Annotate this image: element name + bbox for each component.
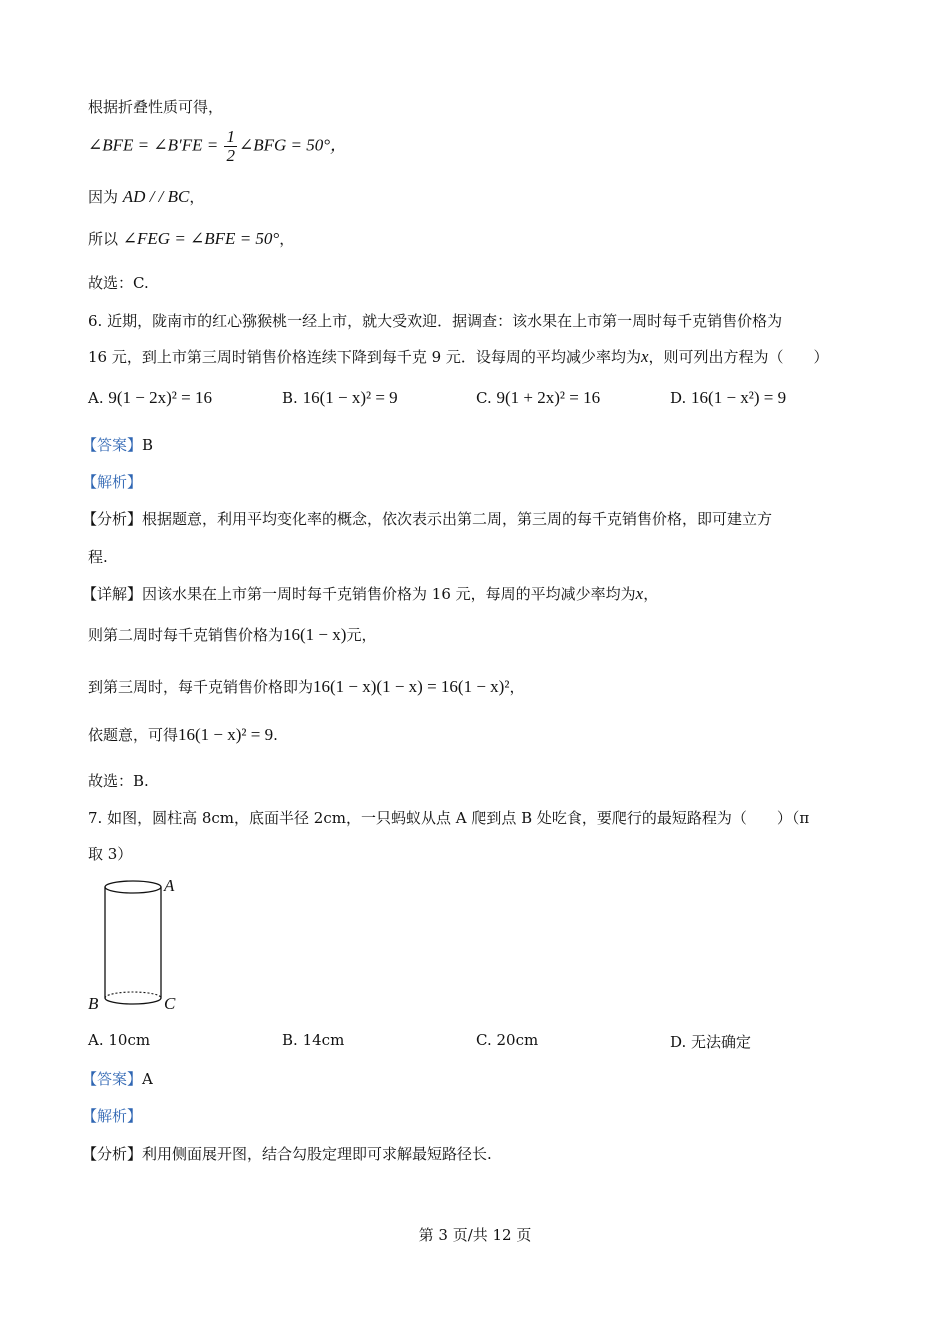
q6-guxuan: 故选：B.	[88, 772, 149, 790]
choice-text: 10cm	[108, 1031, 151, 1049]
solution-line-4-post: ，	[279, 230, 295, 248]
choice-label: C.	[476, 389, 492, 407]
q6-xiangjie-1	[82, 583, 658, 604]
choice-text: 20cm	[496, 1031, 539, 1049]
fraction	[224, 128, 237, 165]
q6-choice-b	[282, 388, 398, 408]
choice-label: A.	[88, 389, 104, 407]
xj4-text: 依题意，可得	[88, 726, 179, 744]
choice-label: D.	[670, 389, 687, 407]
solution-line-3-post: ，	[189, 188, 205, 206]
fenxi-text: 根据题意，利用平均变化率的概念，依次表示出第二周，第三周的每千克销售价格，即可建立方	[142, 510, 773, 528]
cylinder-figure	[80, 872, 190, 1020]
xiangjie-post: ，	[643, 585, 659, 603]
page-footer: 第 3 页/共 12 页	[418, 1226, 532, 1244]
choice-text: 14cm	[302, 1031, 345, 1049]
answer-value: A	[142, 1070, 153, 1088]
q6-text-2-pre: 16 元，到上市第三周时销售价格连续下降到每千克 9 元．设每周的平均减少率均为	[88, 348, 641, 366]
q6-choice-c	[476, 388, 600, 408]
point-a-label: A	[164, 876, 175, 895]
q6-jiexi-tag: 【解析】	[82, 473, 143, 491]
xj2-text: 则第二周时每千克销售价格为	[88, 626, 284, 644]
answer-value: B	[142, 436, 154, 454]
xj4-post: .	[273, 726, 278, 744]
solution-line-5: 故选：C.	[88, 274, 149, 292]
xj3-math: 16(1 − x)(1 − x) = 16(1 − x)²	[313, 677, 510, 696]
q7-fenxi	[82, 1143, 492, 1164]
fraction-numerator: 1	[226, 127, 235, 146]
solution-line-2	[88, 128, 347, 165]
fraction-denominator: 2	[226, 146, 235, 165]
choice-expression: 9(1 − 2x)² = 16	[108, 388, 212, 407]
q7-choice-a	[88, 1031, 150, 1049]
solution-line-3	[88, 186, 204, 207]
fenxi-tag: 【分析】	[82, 1145, 143, 1163]
choice-expression: 16(1 − x²) = 9	[691, 388, 787, 407]
cylinder-bottom-front	[105, 998, 161, 1004]
answer-tag: 【答案】	[82, 1070, 143, 1088]
point-c-label: C	[164, 994, 176, 1013]
q6-xiangjie-2	[88, 624, 376, 645]
q6-choice-a	[88, 388, 212, 408]
q7-choice-c	[476, 1031, 538, 1049]
angle-equation-right: ∠BFG = 50°，	[238, 135, 348, 155]
q7-choice-d	[670, 1031, 751, 1052]
choice-label: C.	[476, 1031, 492, 1049]
q6-choice-d	[670, 388, 786, 408]
angle-equation-left: ∠BFE = ∠B′FE =	[88, 135, 223, 155]
q6-fenxi-2: 程.	[88, 548, 108, 566]
xj3-post: ，	[509, 678, 525, 696]
cylinder-top-ellipse	[105, 881, 161, 893]
q6-text-2-post: ，则可列出方程为（ ）	[648, 348, 829, 366]
cylinder-bottom-back	[105, 992, 161, 998]
q6-answer	[82, 434, 153, 455]
xj4-math: 16(1 − x)² = 9	[178, 725, 274, 744]
answer-tag: 【答案】	[82, 436, 143, 454]
q6-text-2	[88, 346, 829, 367]
xiangjie-variable: x	[635, 584, 644, 603]
solution-line-4-pre: 所以	[88, 230, 123, 248]
point-b-label: B	[88, 994, 99, 1013]
q7-text-2: 取 3）	[88, 845, 133, 863]
q7-choice-b	[282, 1031, 344, 1049]
xj2-math: 16(1 − x)	[283, 625, 347, 644]
xj3-text: 到第三周时，每千克销售价格即为	[88, 678, 314, 696]
choice-expression: 16(1 − x)² = 9	[302, 388, 398, 407]
xiangjie-text: 因该水果在上市第一周时每千克销售价格为 16 元，每周的平均减少率均为	[142, 585, 636, 603]
q6-text-1: 6. 近期，陇南市的红心猕猴桃一经上市，就大受欢迎．据调查：该水果在上市第一周时每千克销售价格为	[88, 312, 783, 330]
fenxi-text: 利用侧面展开图，结合勾股定理即可求解最短路径长.	[142, 1145, 492, 1163]
angle-result: ∠FEG = ∠BFE = 50°	[122, 229, 280, 248]
choice-text: 无法确定	[691, 1033, 752, 1051]
xj2-post: 元，	[346, 626, 377, 644]
q6-xiangjie-3	[88, 676, 524, 697]
choice-expression: 9(1 + 2x)² = 16	[496, 388, 601, 407]
fenxi-tag: 【分析】	[82, 510, 143, 528]
q6-variable: x	[640, 347, 649, 366]
xiangjie-tag: 【详解】	[82, 585, 143, 603]
q7-answer	[82, 1068, 153, 1089]
choice-label: A.	[88, 1031, 104, 1049]
choice-label: B.	[282, 389, 298, 407]
solution-line-1: 根据折叠性质可得，	[88, 98, 224, 116]
q6-fenxi-1	[82, 508, 772, 529]
q6-xiangjie-4	[88, 724, 278, 745]
q7-text-1: 7. 如图，圆柱高 8cm，底面半径 2cm，一只蚂蚁从点 A 爬到点 B 处吃食，要爬行的最短路程为（ ）（π	[88, 809, 810, 827]
solution-line-3-pre: 因为	[88, 188, 123, 206]
choice-label: B.	[282, 1031, 298, 1049]
choice-label: D.	[670, 1033, 687, 1051]
parallel-expression: AD / / BC	[122, 187, 190, 206]
solution-line-4	[88, 228, 294, 249]
q7-jiexi-tag: 【解析】	[82, 1107, 143, 1125]
